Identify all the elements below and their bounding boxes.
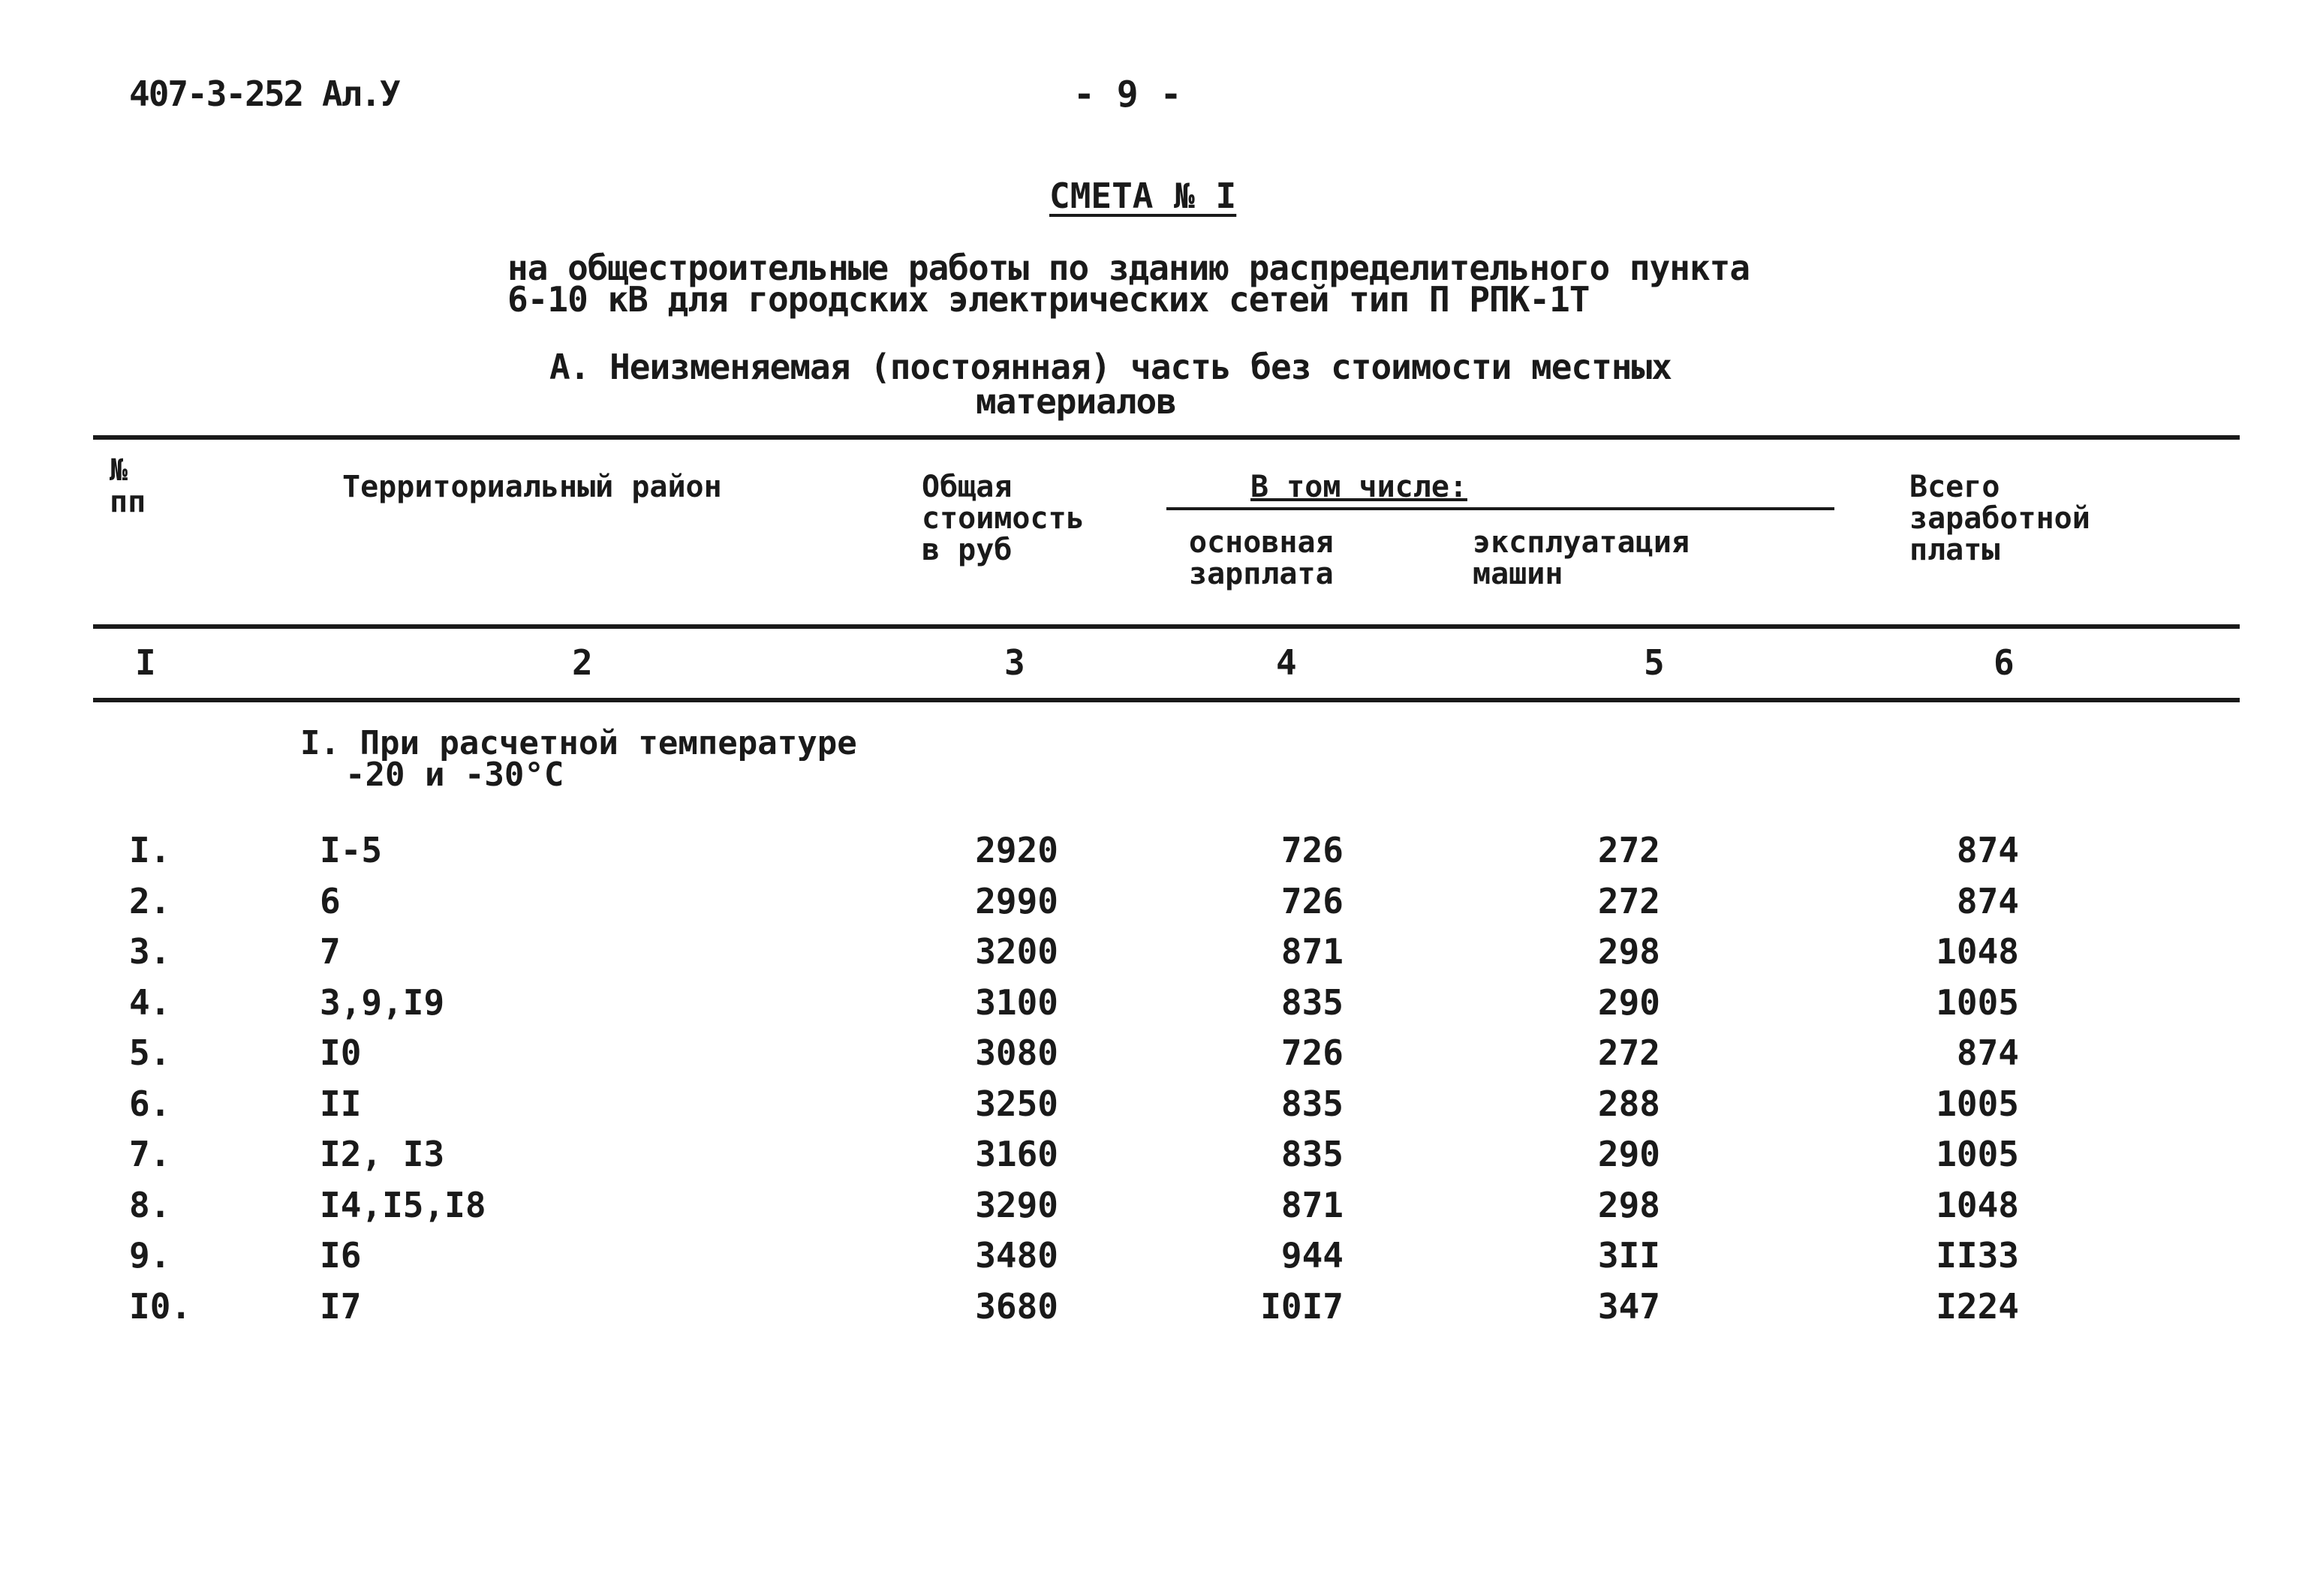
cell-cost: 2920 — [975, 830, 1058, 870]
col-header-total-cost-line-3: в руб — [922, 533, 1013, 567]
cell-mach: 272 — [1597, 880, 1660, 921]
cell-cost: 3250 — [975, 1083, 1058, 1124]
cell-n: I0. — [129, 1285, 192, 1327]
cell-total: 874 — [1956, 880, 2019, 921]
col-header-total-cost-line-1: Общая — [922, 470, 1013, 504]
cell-wage: 726 — [1280, 1032, 1344, 1073]
cell-wage: 726 — [1280, 880, 1344, 921]
cell-mach: 290 — [1597, 981, 1660, 1023]
col-header-machine-ops-line-2: машин — [1473, 557, 1563, 591]
column-number-6: 6 — [1994, 642, 2015, 683]
table-row — [0, 982, 2305, 1033]
col-header-machine-ops — [1473, 527, 1690, 590]
cell-total: 1005 — [1936, 1083, 2019, 1124]
cell-mach: 272 — [1597, 830, 1660, 870]
cell-total: II33 — [1936, 1235, 2019, 1276]
col-header-total-wage-line-1: Всего — [1909, 470, 2000, 504]
cell-n: 6. — [129, 1083, 171, 1124]
cell-wage: 944 — [1280, 1235, 1344, 1276]
col-header-number-line-1: № — [110, 453, 128, 488]
cell-region: II — [320, 1083, 362, 1124]
column-number-1: I — [135, 642, 156, 683]
cell-region: 3,9,I9 — [320, 981, 445, 1023]
cell-cost: 3080 — [975, 1032, 1058, 1073]
cell-cost: 2990 — [975, 880, 1058, 921]
cell-wage: I0I7 — [1260, 1285, 1344, 1327]
col-header-machine-ops-line-1: эксплуатация — [1473, 525, 1690, 560]
table-top-rule — [93, 435, 2240, 440]
cell-region: 6 — [320, 880, 341, 921]
cell-cost: 3100 — [975, 981, 1058, 1023]
cell-total: 874 — [1956, 1032, 2019, 1073]
cell-region: I7 — [320, 1285, 362, 1327]
cell-mach: 298 — [1597, 931, 1660, 972]
cell-total: I224 — [1936, 1285, 2019, 1327]
cell-wage: 835 — [1280, 1134, 1344, 1174]
cell-wage: 871 — [1280, 1184, 1344, 1225]
col-header-region: Территориальный район — [342, 470, 722, 504]
cell-total: 1005 — [1936, 1134, 2019, 1174]
cell-total: 874 — [1956, 830, 2019, 870]
column-number-2: 2 — [572, 642, 593, 683]
table-row — [0, 830, 2305, 881]
section-heading-line-2: материалов — [976, 381, 1176, 422]
including-underline — [1166, 507, 1834, 510]
cell-wage: 726 — [1280, 830, 1344, 870]
col-header-base-wage-line-1: основная — [1189, 525, 1334, 560]
cell-n: 4. — [129, 981, 171, 1023]
col-header-total-wage — [1909, 471, 2090, 566]
table-row — [0, 931, 2305, 982]
cell-cost: 3480 — [975, 1235, 1058, 1276]
cell-mach: 290 — [1597, 1134, 1660, 1174]
document-code: 407-3-252 Ал.У — [129, 74, 399, 114]
cell-n: 8. — [129, 1184, 171, 1225]
cell-n: I. — [129, 830, 171, 870]
cell-n: 9. — [129, 1235, 171, 1276]
group-heading — [300, 724, 857, 794]
cell-mach: 298 — [1597, 1184, 1660, 1225]
col-header-base-wage — [1189, 527, 1334, 590]
cell-region: I4,I5,I8 — [320, 1184, 486, 1225]
table-row — [0, 1235, 2305, 1286]
page-number: - 9 - — [1073, 74, 1182, 116]
column-number-4: 4 — [1276, 642, 1297, 683]
cell-mach: 272 — [1597, 1032, 1660, 1073]
table-row — [0, 1032, 2305, 1084]
col-header-total-cost — [922, 471, 1085, 566]
cell-total: 1048 — [1936, 1184, 2019, 1225]
table-row — [0, 1134, 2305, 1185]
column-numbers-rule — [93, 698, 2240, 702]
table-row — [0, 881, 2305, 932]
col-header-total-cost-line-2: стоимость — [922, 501, 1085, 536]
cell-cost: 3160 — [975, 1134, 1058, 1174]
cell-region: I0 — [320, 1032, 362, 1073]
cell-wage: 835 — [1280, 1083, 1344, 1124]
subtitle-line-1: на общестроительные работы по зданию распределительного пункта — [507, 248, 1750, 288]
group-heading-line-2: -20 и -30°С — [345, 755, 564, 794]
col-header-number — [110, 455, 146, 518]
col-header-total-wage-line-2: заработной — [1909, 501, 2090, 536]
cell-total: 1048 — [1936, 931, 2019, 972]
cell-region: I2, I3 — [320, 1134, 445, 1174]
cell-n: 3. — [129, 931, 171, 972]
col-header-total-wage-line-3: платы — [1909, 533, 2000, 567]
column-number-3: 3 — [1004, 642, 1025, 683]
table-row — [0, 1286, 2305, 1337]
header-bottom-rule — [93, 624, 2240, 629]
table-row — [0, 1084, 2305, 1135]
col-header-including: В том числе: — [1250, 470, 1467, 504]
cell-mach: 288 — [1597, 1083, 1660, 1124]
column-number-5: 5 — [1644, 642, 1665, 683]
section-heading-line-1: А. Неизменяемая (постоянная) часть без стоимости местных — [549, 347, 1672, 387]
group-heading-line-1: I. При расчетной температуре — [300, 724, 857, 762]
cell-total: 1005 — [1936, 981, 2019, 1023]
cell-region: I6 — [320, 1235, 362, 1276]
document-title: СМЕТА № I — [1049, 176, 1237, 216]
cell-region: I-5 — [320, 830, 383, 870]
col-header-base-wage-line-2: зарплата — [1189, 557, 1334, 591]
cell-mach: 347 — [1597, 1285, 1660, 1327]
cell-wage: 835 — [1280, 981, 1344, 1023]
subtitle-line-2: 6-10 кВ для городских электрических сетей тип П РПК-1Т — [507, 279, 1590, 320]
cell-n: 5. — [129, 1032, 171, 1073]
table-row — [0, 1185, 2305, 1236]
cell-n: 7. — [129, 1134, 171, 1174]
col-header-number-line-2: пп — [110, 485, 146, 519]
cell-cost: 3200 — [975, 931, 1058, 972]
cell-cost: 3290 — [975, 1184, 1058, 1225]
cell-n: 2. — [129, 880, 171, 921]
cell-mach: 3II — [1597, 1235, 1660, 1276]
cell-region: 7 — [320, 931, 341, 972]
cell-cost: 3680 — [975, 1285, 1058, 1327]
cell-wage: 871 — [1280, 931, 1344, 972]
